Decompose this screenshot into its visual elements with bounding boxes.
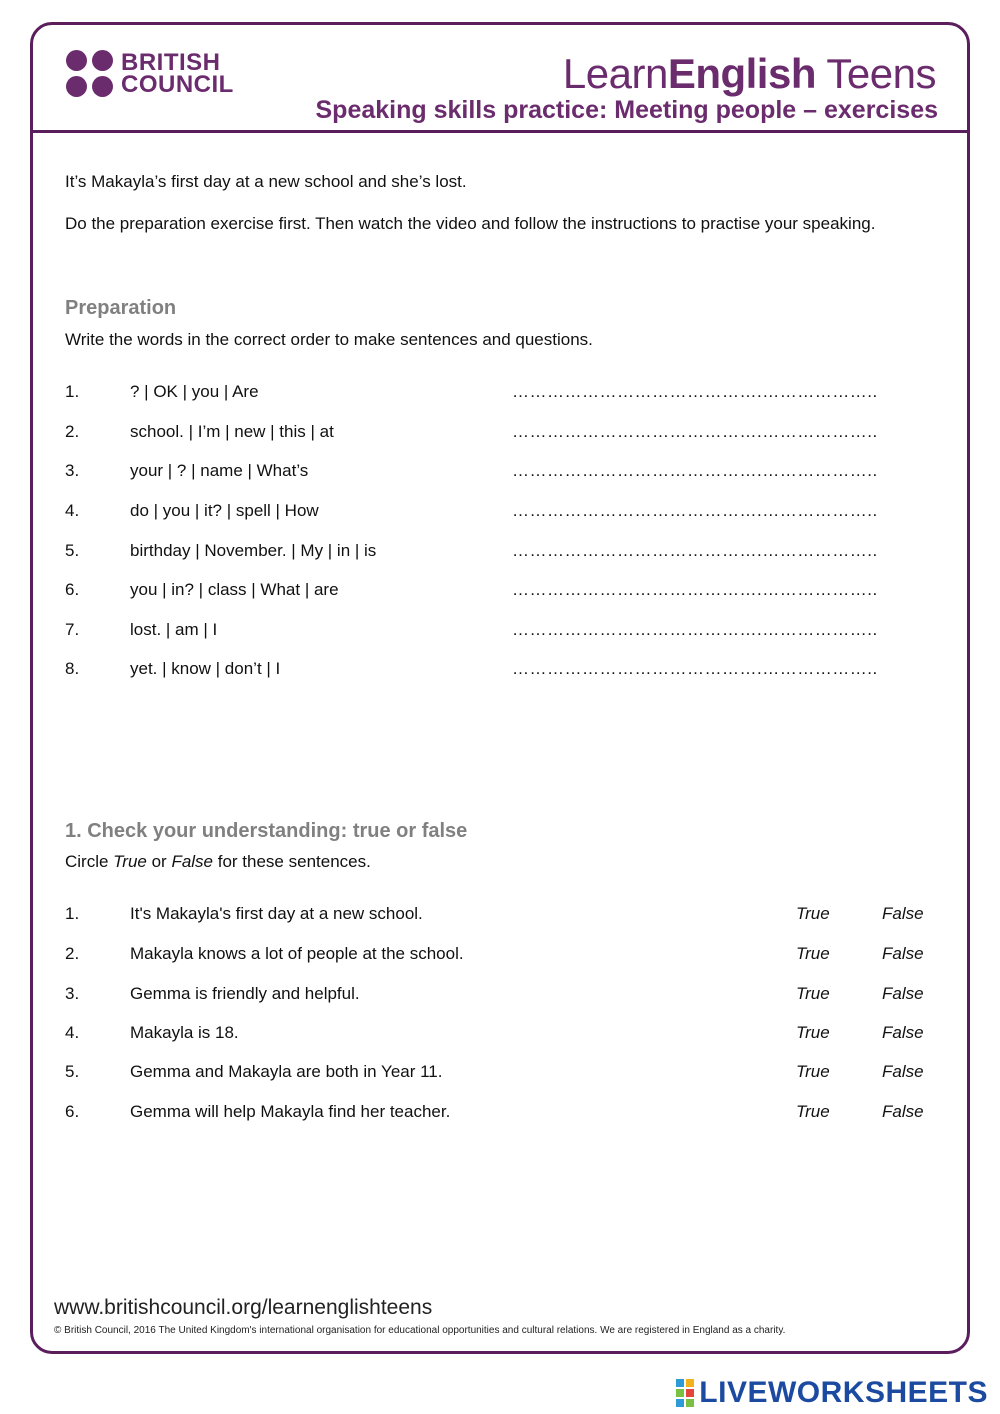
scrambled-words: ? | OK | you | Are: [130, 382, 259, 401]
liveworksheets-logo[interactable]: [676, 1376, 988, 1410]
true-option[interactable]: True: [796, 1023, 830, 1042]
item-number: 7.: [65, 620, 80, 639]
statement: Gemma will help Makayla find her teacher.: [130, 1102, 451, 1121]
intro-line-1: It’s Makayla’s first day at a new school and she’s lost.: [65, 172, 467, 191]
item-number: 3.: [65, 984, 80, 1003]
learnenglish-teens-logo: [563, 50, 936, 98]
item-number: 1.: [65, 382, 80, 401]
false-option[interactable]: False: [882, 904, 924, 923]
scrambled-words: your | ? | name | What’s: [130, 461, 309, 480]
tf-item: [65, 944, 935, 968]
item-number: 4.: [65, 1023, 80, 1042]
true-option[interactable]: True: [796, 944, 830, 963]
scrambled-words: lost. | am | I: [130, 620, 218, 639]
item-number: 6.: [65, 1102, 80, 1121]
instr-true: True: [113, 852, 147, 871]
answer-blank[interactable]: …………………………………….………………..: [512, 620, 878, 639]
scrambled-words: yet. | know | don’t | I: [130, 659, 281, 678]
false-option[interactable]: False: [882, 944, 924, 963]
item-number: 3.: [65, 461, 80, 480]
prep-item: [65, 620, 935, 644]
worksheet-title: Speaking skills practice: Meeting people – exercises: [315, 96, 938, 124]
scrambled-words: do | you | it? | spell | How: [130, 501, 319, 520]
answer-blank[interactable]: …………………………………….………………..: [512, 422, 878, 441]
scrambled-words: you | in? | class | What | are: [130, 580, 339, 599]
tf-item: [65, 1023, 935, 1047]
brand-line-1: BRITISH: [121, 48, 221, 76]
intro-line-2: Do the preparation exercise first. Then watch the video and follow the instructions to practise your speaking.: [65, 214, 876, 233]
logo-english: English: [667, 50, 816, 97]
item-number: 2.: [65, 422, 80, 441]
statement: Makayla knows a lot of people at the school.: [130, 944, 464, 963]
footer-url[interactable]: www.britishcouncil.org/learnenglishteens: [54, 1296, 433, 1319]
item-number: 2.: [65, 944, 80, 963]
false-option[interactable]: False: [882, 984, 924, 1003]
header-divider: [30, 130, 970, 133]
liveworksheets-text: LIVEWORKSHEETS: [699, 1376, 988, 1409]
scrambled-words: birthday | November. | My | in | is: [130, 541, 377, 560]
prep-item: [65, 659, 935, 683]
instr-post: for these sentences.: [213, 852, 371, 871]
check-instruction: [65, 851, 925, 872]
item-number: 5.: [65, 541, 80, 560]
answer-blank[interactable]: …………………………………….………………..: [512, 580, 878, 599]
item-number: 1.: [65, 904, 80, 923]
statement: Makayla is 18.: [130, 1023, 239, 1042]
brand-line-2: COUNCIL: [121, 70, 234, 98]
false-option[interactable]: False: [882, 1023, 924, 1042]
footer-copyright: © British Council, 2016 The United Kingdom's international organisation for educational opportunities and cultural relations. We are registered in England as a charity.: [54, 1325, 786, 1336]
answer-blank[interactable]: …………………………………….………………..: [512, 541, 878, 560]
prep-item: [65, 461, 935, 485]
check-heading: 1. Check your understanding: true or false: [65, 820, 468, 842]
answer-blank[interactable]: …………………………………….………………..: [512, 501, 878, 520]
statement: Gemma is friendly and helpful.: [130, 984, 360, 1003]
statement: It's Makayla's first day at a new school.: [130, 904, 423, 923]
true-option[interactable]: True: [796, 984, 830, 1003]
tf-item: [65, 984, 935, 1008]
statement: Gemma and Makayla are both in Year 11.: [130, 1062, 443, 1081]
tf-item: [65, 1062, 935, 1086]
preparation-instruction: Write the words in the correct order to make sentences and questions.: [65, 330, 593, 349]
prep-item: [65, 422, 935, 446]
true-option[interactable]: True: [796, 1102, 830, 1121]
british-council-logo: [66, 50, 234, 97]
scrambled-words: school. | I’m | new | this | at: [130, 422, 334, 441]
tf-item: [65, 1102, 935, 1126]
true-option[interactable]: True: [796, 1062, 830, 1081]
tf-item: [65, 904, 935, 928]
true-option[interactable]: True: [796, 904, 830, 923]
item-number: 6.: [65, 580, 80, 599]
liveworksheets-icon: [676, 1379, 694, 1407]
prep-item: [65, 580, 935, 604]
answer-blank[interactable]: …………………………………….………………..: [512, 659, 878, 678]
prep-item: [65, 501, 935, 525]
logo-teens: Teens: [816, 50, 936, 97]
false-option[interactable]: False: [882, 1102, 924, 1121]
prep-item: [65, 382, 935, 406]
item-number: 5.: [65, 1062, 80, 1081]
british-council-dots-icon: [66, 50, 113, 97]
item-number: 4.: [65, 501, 80, 520]
instr-pre: Circle: [65, 852, 114, 871]
prep-item: [65, 541, 935, 565]
instr-mid: or: [146, 852, 172, 871]
item-number: 8.: [65, 659, 80, 678]
instr-false: False: [171, 852, 214, 871]
preparation-heading: Preparation: [65, 297, 177, 319]
logo-learn: Learn: [562, 50, 668, 97]
answer-blank[interactable]: …………………………………….………………..: [512, 461, 878, 480]
false-option[interactable]: False: [882, 1062, 924, 1081]
answer-blank[interactable]: …………………………………….………………..: [512, 382, 878, 401]
